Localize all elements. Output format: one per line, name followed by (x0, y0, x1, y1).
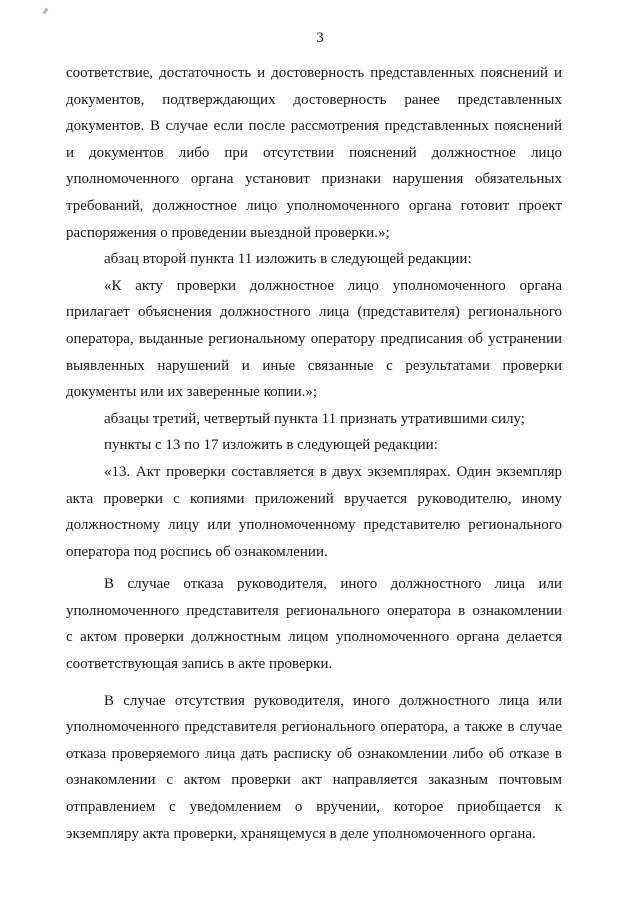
text-line: оператора, выданные региональному оператору предписания об устранении (66, 330, 562, 347)
text-line: требований, должностное лицо уполномоченного органа готовит проект (66, 197, 562, 214)
text-line: В случае отказа руководителя, иного должностного лица или (104, 576, 562, 593)
text-line: уполномоченного представителя регионального оператора, а также в случае (66, 719, 562, 736)
text-line: прилагает объяснения должностного лица (представителя) регионального (66, 304, 562, 321)
text-line: экземпляру акта проверки, хранящемуся в деле уполномоченного органа. (66, 825, 536, 842)
text-line: пункты с 13 по 17 изложить в следующей редакции: (104, 437, 438, 454)
text-line: абзацы третий, четвертый пункта 11 признать утратившими силу; (104, 410, 525, 427)
text-line: соответствующая запись в акте проверки. (66, 656, 333, 673)
text-line: отказа проверяемого лица дать расписку об ознакомлении либо об отказе в (66, 745, 562, 762)
text-line: В случае отсутствия руководителя, иного должностного лица или (104, 692, 562, 709)
text-line: оператора под роспись об ознакомлении. (66, 543, 328, 560)
page-number: 3 (316, 30, 324, 46)
text-line: документов, подтверждающих достоверность ранее представленных (66, 91, 562, 108)
text-line: уполномоченного органа установит признаки нарушения обязательных (66, 171, 562, 188)
text-line: и документов либо при отсутствии пояснений должностное лицо (66, 144, 562, 161)
text-line: «К акту проверки должностное лицо уполномоченного органа (104, 277, 562, 294)
text-line: отправлением с уведомлением о вручении, которое приобщается к (66, 799, 562, 816)
text-line: абзац второй пункта 11 изложить в следующей редакции: (104, 251, 472, 268)
text-line: уполномоченного представителя регионального оператора в ознакомлении (66, 602, 562, 619)
text-line: документы или их заверенные копии.»; (66, 384, 318, 401)
text-line: акта проверки с копиями приложений вручается руководителю, иному (66, 490, 562, 507)
scan-artifact (43, 8, 49, 15)
text-line: «13. Акт проверки составляется в двух экземплярах. Один экземпляр (104, 463, 562, 480)
text-line: с актом проверки должностным лицом уполномоченного органа делается (66, 629, 562, 646)
text-line: соответствие, достаточность и достоверность представленных пояснений и (66, 65, 562, 81)
text-line: должностному лицу или уполномоченному представителю регионального (66, 517, 562, 534)
text-line: выявленных нарушений и иные связанные с результатами проверки (66, 357, 562, 374)
text-line: документов. В случае если после рассмотрения представленных пояснений (66, 118, 562, 135)
text-line: распоряжения о проведении выездной проверки.»; (66, 224, 390, 241)
text-line: ознакомлении с актом проверки акт направляется заказным почтовым (66, 772, 562, 789)
document-body (66, 60, 562, 847)
